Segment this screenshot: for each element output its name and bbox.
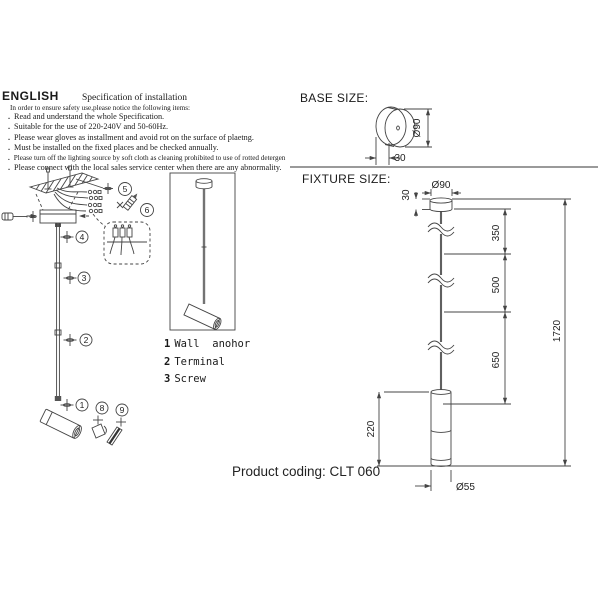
parts-legend: [164, 336, 250, 389]
safety-item: . Must be installed on the fixed places and be checked annually.: [8, 143, 308, 153]
segment1-dim: 350: [491, 224, 502, 242]
screw-icon: [61, 399, 74, 411]
head-height-dim: 220: [366, 420, 377, 438]
safety-item: . Suitable for the use of 220-240V and 50-60Hz.: [8, 122, 308, 132]
section-divider: [290, 166, 598, 168]
base-diameter-dim: Ø90: [412, 118, 423, 138]
safety-item: . Please connect with the local sales service center when there are any abnormality.: [8, 163, 308, 173]
callout-8: 8: [99, 403, 105, 413]
screw-icon: [116, 418, 126, 427]
callout-1: 1: [79, 400, 85, 410]
safety-item: . Read and understand the whole Specification.: [8, 112, 308, 122]
diffuser-icon: [107, 427, 122, 445]
base-size-title: BASE SIZE:: [300, 91, 369, 105]
callout-4: 4: [79, 232, 85, 242]
segment3-dim: 650: [491, 351, 502, 369]
safety-intro: In order to ensure safety use,please notice the following items:: [10, 104, 191, 112]
product-coding: Product coding: CLT 060: [232, 464, 381, 479]
fixture-size-drawing: [330, 178, 600, 495]
head-diameter-dim: Ø55: [456, 482, 475, 493]
screw-icon: [103, 183, 113, 194]
screw-icon: [64, 272, 77, 284]
callout-2: 2: [83, 335, 89, 345]
screw-icon: [61, 231, 74, 243]
wire-connector-icon: [123, 192, 139, 211]
legend-item: 2 Terminal: [164, 355, 225, 368]
base-depth-dim: 30: [394, 153, 406, 164]
callout-5: 5: [122, 184, 128, 194]
fixture-size-title: FIXTURE SIZE:: [302, 172, 391, 186]
callout-3: 3: [81, 273, 87, 283]
safety-item: . Please turn off the lighting source by soft cloth as cleaning prohibited to use of rotted detergen: [8, 153, 308, 163]
segment2-dim: 500: [491, 276, 502, 294]
assembled-fixture-drawing: [166, 171, 240, 333]
base-size-drawing: [340, 93, 460, 170]
wires: [54, 188, 102, 213]
screw-icon: [93, 416, 103, 425]
terminal-detail-bubble: [93, 214, 150, 264]
callout-9: 9: [119, 405, 125, 415]
legend-item: 1 Wall anohor: [164, 338, 251, 350]
legend-item: 3 Screw: [164, 373, 206, 385]
screw-icon: [64, 334, 77, 346]
suspension-rod: [55, 223, 61, 401]
overall-dim: 1720: [552, 319, 563, 343]
language-title: ENGLISH: [2, 89, 59, 103]
installation-diagram: [0, 165, 160, 465]
spec-subtitle: Specification of installation: [82, 93, 188, 103]
callout-6: 6: [144, 205, 150, 215]
lamp-head: [40, 409, 83, 440]
mounting-bracket: [27, 210, 89, 227]
canopy-height-dim: 30: [401, 189, 412, 201]
canopy-diameter-dim: Ø90: [431, 180, 451, 191]
ceiling-plate: [28, 171, 102, 193]
bulb-icon: [92, 424, 106, 438]
screwdriver-icon: [2, 211, 36, 222]
safety-item: . Please wear gloves as installment and avoid rot on the surface of plaetng.: [8, 133, 308, 143]
